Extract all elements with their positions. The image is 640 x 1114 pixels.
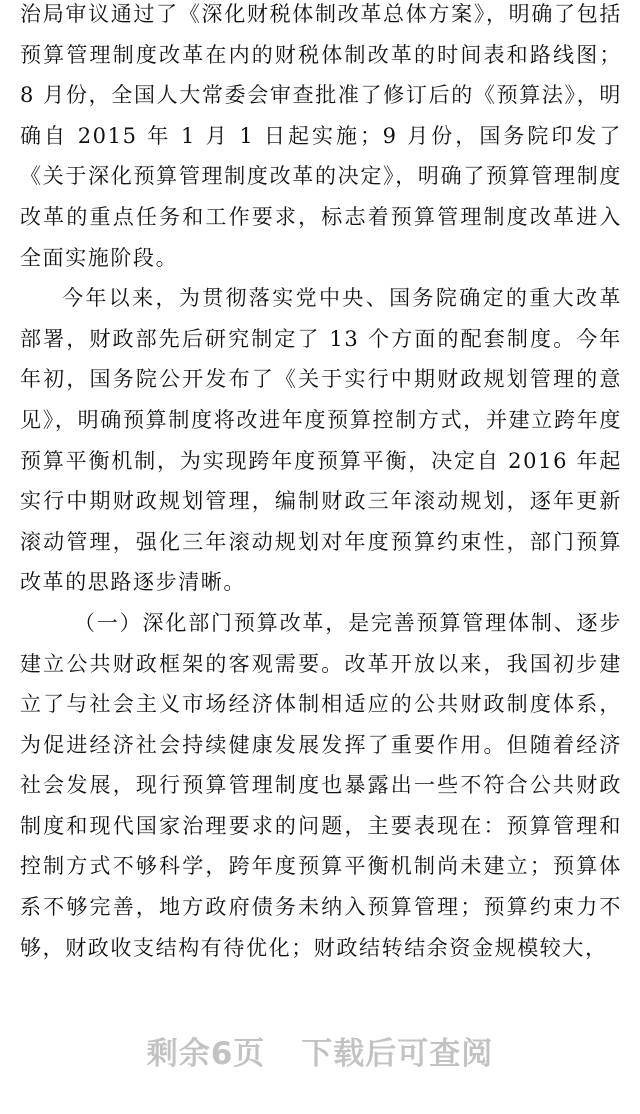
paragraph-reform-progress: 今年以来，为贯彻落实党中央、国务院确定的重大改革部署，财政部先后研究制定了 13 个方面的配套制度。今年年初，国务院公开发布了《关于实行中期财政规划管理的意见》，明确预算制度将改进年度预算控制方式，并建立跨年度预算平衡机制，为实现跨年度预算平衡，决定自 2016 年起实行中期财政规划管理，编制财政三年滚动规划，逐年更新滚动管理，强化三年滚动规划对年度预算约束性，部门预算改革的思路逐步清晰。 xyxy=(20,286,622,595)
paragraph-continued: 治局审议通过了《深化财税体制改革总体方案》，明确了包括预算管理制度改革在内的财税体制改革的时间表和路线图；8 月份，全国人大常委会审查批准了修订后的《预算法》，明确自 2015 年 1 月 1 日起实施；9 月份，国务院印发了《关于深化预算管理制度改革的决定》，明确了预算管理制度改革的重点任务和工作要求，标志着预算管理制度改革进入全面实施阶段。 xyxy=(20,2,622,270)
download-prompt-label[interactable]: 下载后可查阅 xyxy=(301,1036,494,1072)
download-banner[interactable] xyxy=(0,1028,640,1073)
remaining-pages-label[interactable]: 剩余6页 xyxy=(146,1036,266,1072)
paragraph-section-one: （一）深化部门预算改革，是完善预算管理体制、逐步建立公共财政框架的客观需要。改革开放以来，我国初步建立了与社会主义市场经济体制相适应的公共财政制度体系，为促进经济社会持续健康发展发挥了重要作用。但随着经济社会发展，现行预算管理制度也暴露出一些不符合公共财政制度和现代国家治理要求的问题，主要表现在：预算管理和控制方式不够科学，跨年度预算平衡机制尚未建立；预算体系不够完善，地方政府债务未纳入预算管理；预算约束力不够，财政收支结构有待优化；财政结转结余资金规模较大， xyxy=(20,610,622,960)
document-body xyxy=(20,0,622,968)
